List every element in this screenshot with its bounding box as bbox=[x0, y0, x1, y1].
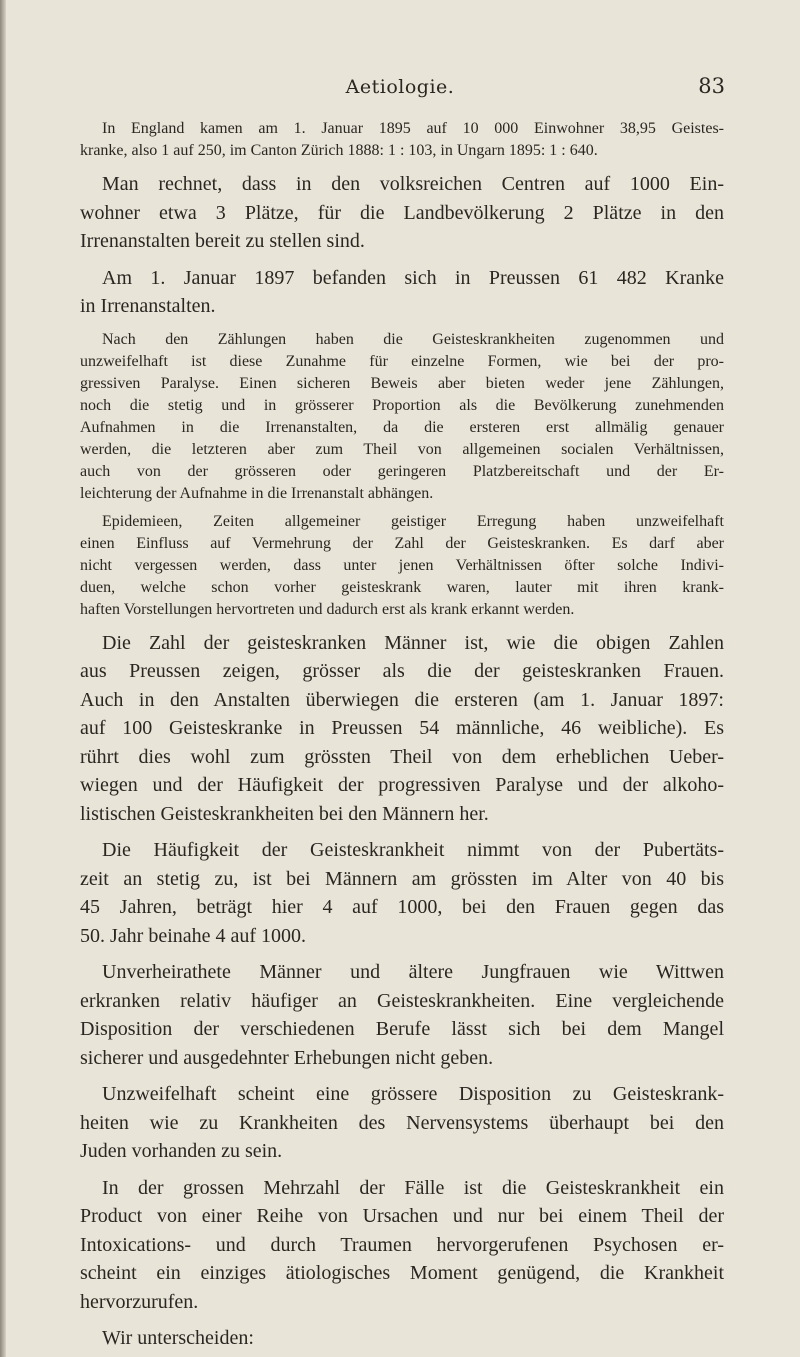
paragraph-gap bbox=[80, 828, 724, 836]
text-line: Epidemieen, Zeiten allgemeiner geistiger Erregung haben unzweifelhaft bbox=[102, 512, 724, 530]
paragraph-gap bbox=[80, 162, 724, 170]
text-line: in Irrenanstalten. bbox=[80, 295, 216, 317]
text-line: rührt dies wohl zum grössten Theil von dem erheblichen Ueber- bbox=[80, 745, 724, 768]
text-line: auf 100 Geisteskranke in Preussen 54 männliche, 46 weibliche). Es bbox=[80, 717, 724, 739]
text-line: Am 1. Januar 1897 befanden sich in Preussen 61 482 Kranke bbox=[102, 266, 724, 289]
text-line: scheint ein einziges ätiologisches Moment genügend, die Krankheit bbox=[80, 1262, 724, 1284]
paragraph-gap bbox=[80, 1166, 724, 1174]
page-header bbox=[75, 72, 725, 108]
text-line: duen, welche schon vorher geisteskrank waren, lauter mit ihren krank- bbox=[80, 578, 724, 596]
paragraph-gap bbox=[80, 950, 724, 958]
page-number: 83 bbox=[698, 74, 725, 98]
text-line: aus Preussen zeigen, grösser als die der geisteskranken Frauen. bbox=[80, 660, 724, 682]
text-line: Intoxications- und durch Traumen hervorgerufenen Psychosen er- bbox=[80, 1233, 724, 1256]
text-line: leichterung der Aufnahme in die Irrenanstalt abhängen. bbox=[80, 484, 434, 502]
text-line: hervorzurufen. bbox=[80, 1290, 199, 1313]
text-line: Die Zahl der geisteskranken Männer ist, wie die obigen Zahlen bbox=[102, 631, 724, 654]
paragraph-gap bbox=[80, 621, 724, 629]
text-line: In England kamen am 1. Januar 1895 auf 10 000 Einwohner 38,95 Geistes- bbox=[102, 120, 724, 137]
text-line: wiegen und der Häufigkeit der progressiven Paralyse und der alkoho- bbox=[80, 774, 724, 796]
paragraph-gap bbox=[80, 1316, 724, 1324]
text-line: auch von der grösseren oder geringeren Platzbereitschaft und der Er- bbox=[80, 462, 724, 480]
text-line: Juden vorhanden zu sein. bbox=[80, 1140, 283, 1162]
text-line: kranke, also 1 auf 250, im Canton Zürich 1888: 1 : 103, in Ungarn 1895: 1 : 640. bbox=[80, 142, 598, 159]
text-line: heiten wie zu Krankheiten des Nervensystems überhaupt bei den bbox=[80, 1111, 724, 1134]
text-line: wohner etwa 3 Plätze, für die Landbevölkerung 2 Plätze in den bbox=[80, 201, 724, 224]
text-line: einen Einfluss auf Vermehrung der Zahl der Geisteskranken. Es darf aber bbox=[80, 534, 724, 552]
text-line: Nach den Zählungen haben die Geisteskrankheiten zugenommen und bbox=[102, 330, 724, 348]
text-line: In der grossen Mehrzahl der Fälle ist die Geisteskrankheit ein bbox=[102, 1176, 724, 1199]
running-title: Aetiologie. bbox=[345, 76, 455, 98]
paragraph bbox=[80, 329, 724, 505]
text-line: noch die stetig und in grösserer Proportion als die Bevölkerung zunehmenden bbox=[80, 396, 724, 414]
paragraph-gap bbox=[80, 256, 724, 264]
text-line: listischen Geisteskrankheiten bei den Männern her. bbox=[80, 802, 489, 825]
text-line: zeit an stetig zu, ist bei Männern am grössten im Alter von 40 bis bbox=[80, 867, 724, 890]
text-line: Irrenanstalten bereit zu stellen sind. bbox=[80, 230, 365, 252]
text-line: Product von einer Reihe von Ursachen und nur bei einem Theil der bbox=[80, 1205, 724, 1227]
text-line: Die Häufigkeit der Geisteskrankheit nimmt von der Pubertäts- bbox=[102, 839, 724, 861]
paragraph bbox=[80, 1324, 724, 1353]
text-line: haften Vorstellungen hervortreten und dadurch erst als krank erkannt werden. bbox=[80, 600, 575, 618]
paragraph bbox=[80, 958, 724, 1072]
text-line: 50. Jahr beinahe 4 auf 1000. bbox=[80, 924, 307, 947]
text-line: erkranken relativ häufiger an Geisteskrankheiten. Eine vergleichende bbox=[80, 989, 724, 1012]
text-line: Man rechnet, dass in den volksreichen Centren auf 1000 Ein- bbox=[102, 173, 724, 195]
text-line: Wir unterscheiden: bbox=[102, 1327, 254, 1349]
text-line: sicherer und ausgedehnter Erhebungen nicht geben. bbox=[80, 1046, 494, 1069]
paragraph bbox=[80, 118, 724, 162]
text-line: Disposition der verschiedenen Berufe lässt sich bei dem Mangel bbox=[80, 1018, 724, 1040]
paragraph bbox=[80, 629, 724, 829]
paragraph bbox=[80, 511, 724, 621]
paragraph bbox=[80, 1174, 724, 1317]
text-line: unzweifelhaft ist diese Zunahme für einzelne Formen, wie bei der pro- bbox=[80, 352, 724, 370]
paragraph-gap bbox=[80, 321, 724, 329]
text-line: Unverheirathete Männer und ältere Jungfrauen wie Wittwen bbox=[102, 961, 724, 983]
page-binding-edge bbox=[0, 0, 6, 1357]
paragraph bbox=[80, 836, 724, 950]
body-text bbox=[80, 118, 724, 1353]
text-line: nicht vergessen werden, dass unter jenen Verhältnissen öfter solche Indivi- bbox=[80, 556, 724, 574]
paragraph bbox=[80, 1080, 724, 1166]
text-line: 45 Jahren, beträgt hier 4 auf 1000, bei den Frauen gegen das bbox=[80, 896, 724, 918]
paragraph bbox=[80, 264, 724, 321]
text-line: Auch in den Anstalten überwiegen die ersteren (am 1. Januar 1897: bbox=[80, 688, 724, 711]
paragraph-gap bbox=[80, 1072, 724, 1080]
text-line: gressiven Paralyse. Einen sicheren Beweis aber bieten weder jene Zählungen, bbox=[80, 374, 724, 392]
paragraph bbox=[80, 170, 724, 256]
text-line: Unzweifelhaft scheint eine grössere Disposition zu Geisteskrank- bbox=[102, 1083, 724, 1105]
text-line: Aufnahmen in die Irrenanstalten, da die ersteren erst allmälig genauer bbox=[80, 418, 724, 436]
text-line: werden, die letzteren aber zum Theil von allgemeinen socialen Verhältnissen, bbox=[80, 440, 724, 458]
